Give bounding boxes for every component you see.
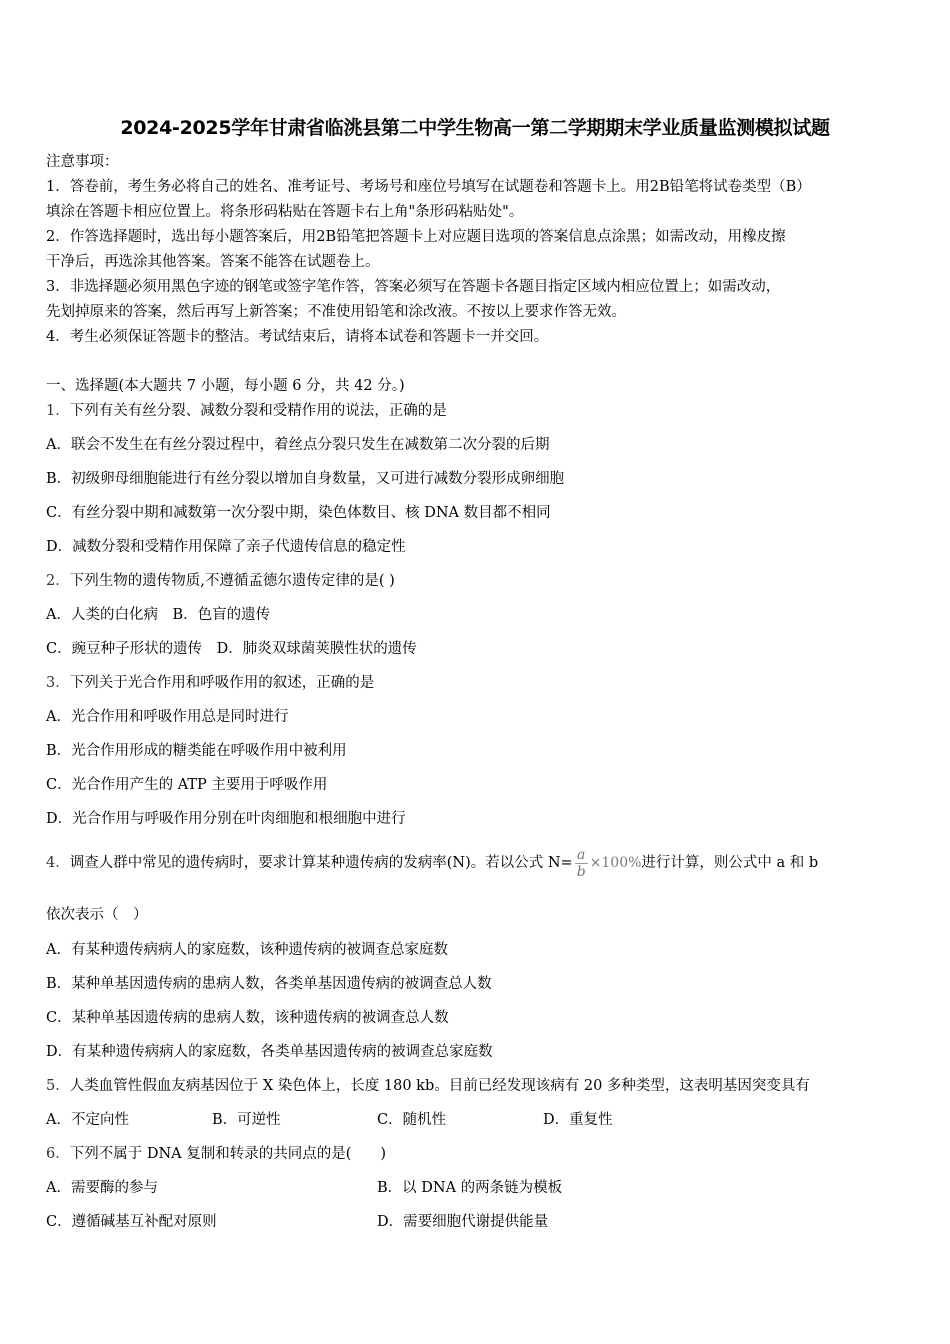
question-5-stem	[46, 1076, 810, 1096]
question-6-option-d: D．需要细胞代谢提供能量	[377, 1214, 549, 1230]
question-6-stem	[46, 1144, 386, 1164]
question-text: 人类血管性假血友病基因位于 X 染色体上，长度 180 kb。目前已经发现该病有 20 多种类型，这表明基因突变具有	[69, 1078, 810, 1094]
question-text: 下列关于光合作用和呼吸作用的叙述，正确的是	[69, 675, 375, 691]
question-5-option-c: C．随机性	[377, 1112, 447, 1128]
question-text: 调查人群中常见的遗传病时，要求计算某种遗传病的发病率(N)。若以公式 N=	[69, 855, 573, 871]
notice-item-2-line-1: 2．作答选择题时，选出每小题答案后，用2B铅笔把答题卡上对应题目选项的答案信息点涂黑；如需改动，用橡皮擦	[46, 229, 786, 245]
question-4-option-d: D．有某种遗传病病人的家庭数，各类单基因遗传病的被调查总家庭数	[46, 1044, 493, 1060]
section-heading: 一、选择题(本大题共 7 小题，每小题 6 分，共 42 分。)	[46, 378, 405, 394]
exam-title: 2024-2025学年甘肃省临洮县第二中学生物高一第二学期期末学业质量监测模拟试题	[120, 117, 830, 139]
fraction-numerator: a	[575, 847, 588, 864]
question-1-option-d: D．减数分裂和受精作用保障了亲子代遗传信息的稳定性	[46, 539, 406, 555]
fraction-formula	[575, 847, 588, 880]
question-text-tail: 进行计算，则公式中 a 和 b	[641, 855, 819, 871]
question-5-option-a: A．不定向性	[46, 1112, 129, 1128]
question-4-option-b: B．某种单基因遗传病的患病人数，各类单基因遗传病的被调查总人数	[46, 976, 492, 992]
percent-factor: ×100%	[589, 855, 642, 871]
question-text: 下列有关有丝分裂、减数分裂和受精作用的说法，正确的是	[69, 403, 447, 419]
question-1-option-a: A．联会不发生在有丝分裂过程中，着丝点分裂只发生在减数第二次分裂的后期	[46, 437, 550, 453]
question-3-stem	[46, 673, 374, 693]
question-5-option-b: B．可逆性	[212, 1112, 281, 1128]
question-1-stem	[46, 401, 447, 421]
question-2-stem	[46, 571, 395, 591]
question-3-option-c: C．光合作用产生的 ATP 主要用于呼吸作用	[46, 777, 328, 793]
question-number: 3．	[46, 675, 70, 691]
notice-item-4: 4．考生必须保证答题卡的整洁。考试结束后，请将本试卷和答题卡一并交回。	[46, 329, 549, 345]
question-number: 4．	[46, 855, 70, 871]
question-3-option-a: A．光合作用和呼吸作用总是同时进行	[46, 709, 289, 725]
question-6-option-b: B．以 DNA 的两条链为模板	[377, 1180, 563, 1196]
notice-item-1-line-2: 填涂在答题卡相应位置上。将条形码粘贴在答题卡右上角"条形码粘贴处"。	[46, 204, 524, 220]
question-2-options-ab: A．人类的白化病 B．色盲的遗传	[46, 607, 271, 623]
question-1-option-b: B．初级卵母细胞能进行有丝分裂以增加自身数量，又可进行减数分裂形成卵细胞	[46, 471, 565, 487]
question-6-option-a: A．需要酶的参与	[46, 1180, 158, 1196]
question-3-option-d: D．光合作用与呼吸作用分别在叶肉细胞和根细胞中进行	[46, 811, 406, 827]
question-4-stem-line-2: 依次表示（ ）	[46, 907, 148, 923]
question-number: 6．	[46, 1146, 70, 1162]
question-text: 下列不属于 DNA 复制和转录的共同点的是( )	[69, 1146, 387, 1162]
question-4-option-c: C．某种单基因遗传病的患病人数，该种遗传病的被调查总人数	[46, 1010, 449, 1026]
question-5-option-d: D．重复性	[543, 1112, 613, 1128]
question-3-option-b: B．光合作用形成的糖类能在呼吸作用中被利用	[46, 743, 347, 759]
question-6-option-c: C．遵循碱基互补配对原则	[46, 1214, 217, 1230]
question-4-option-a: A．有某种遗传病病人的家庭数，该种遗传病的被调查总家庭数	[46, 942, 448, 958]
notice-item-3-line-2: 先划掉原来的答案，然后再写上新答案；不准使用铅笔和涂改液。不按以上要求作答无效。	[46, 304, 626, 320]
notice-heading: 注意事项：	[46, 154, 119, 170]
question-4-stem	[46, 845, 818, 881]
question-2-options-cd: C．豌豆种子形状的遗传 D．肺炎双球菌荚膜性状的遗传	[46, 641, 417, 657]
fraction-denominator: b	[576, 863, 586, 880]
question-1-option-c: C．有丝分裂中期和减数第一次分裂中期，染色体数目、核 DNA 数目都不相同	[46, 505, 551, 521]
question-number: 2．	[46, 573, 70, 589]
notice-item-1-line-1: 1．答卷前，考生务必将自己的姓名、准考证号、考场号和座位号填写在试题卷和答题卡上。用2B铅笔将试卷类型（B）	[46, 179, 811, 195]
notice-item-3-line-1: 3．非选择题必须用黑色字迹的钢笔或签字笔作答，答案必须写在答题卡各题目指定区域内相应位置上；如需改动，	[46, 279, 781, 295]
question-number: 5．	[46, 1078, 70, 1094]
question-text: 下列生物的遗传物质,不遵循孟德尔遗传定律的是( )	[69, 573, 395, 589]
notice-item-2-line-2: 干净后，再选涂其他答案。答案不能答在试题卷上。	[46, 254, 380, 270]
question-number: 1．	[46, 403, 70, 419]
